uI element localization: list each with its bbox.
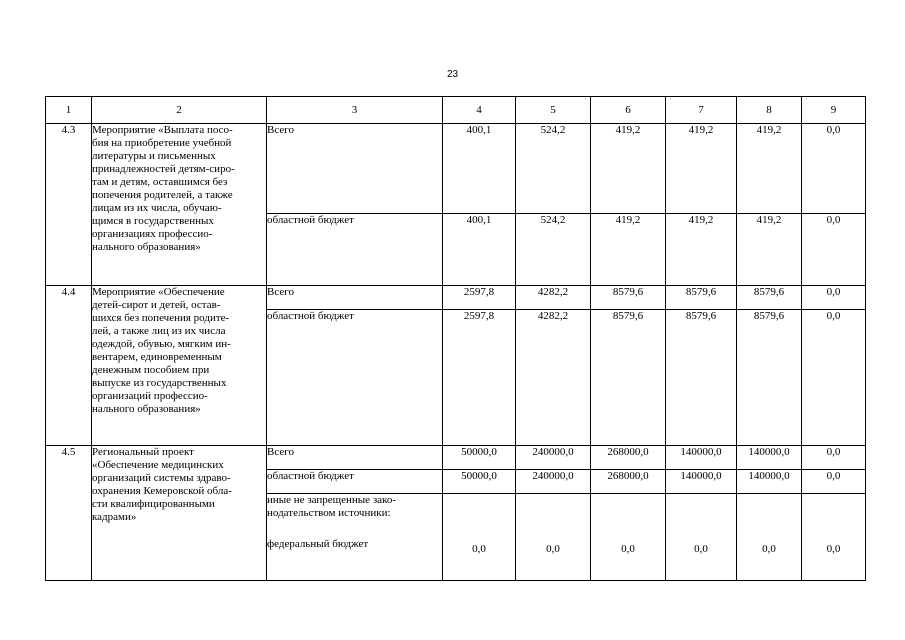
amount-value: 0,0 bbox=[694, 543, 708, 555]
spacer bbox=[443, 494, 515, 543]
column-header: 4 bbox=[443, 97, 516, 124]
amount-cell: 140000,0 bbox=[737, 470, 802, 494]
header-row bbox=[46, 97, 866, 124]
column-header: 9 bbox=[802, 97, 866, 124]
column-header: 1 bbox=[46, 97, 92, 124]
item-name: Региональный проект «Обеспечение медицинских организаций системы здраво- охранения Кемеровской обла- сти квалифицированными кадрами» bbox=[92, 446, 267, 581]
page-number: 23 bbox=[446, 69, 459, 80]
amount-cell: 419,2 bbox=[666, 124, 737, 214]
funding-source: Всего bbox=[267, 124, 294, 136]
amount-value: 0,0 bbox=[546, 543, 560, 555]
funding-source-cell bbox=[267, 286, 443, 310]
spacer bbox=[802, 494, 865, 543]
amount-cell: 0,0 bbox=[802, 286, 866, 310]
column-header: 3 bbox=[267, 97, 443, 124]
amount-cell: 419,2 bbox=[666, 214, 737, 286]
item-number: 4.5 bbox=[46, 446, 92, 581]
amount-cell: 8579,6 bbox=[737, 310, 802, 446]
spacer bbox=[267, 520, 442, 538]
spacer bbox=[737, 494, 801, 543]
amount-cell: 50000,0 bbox=[443, 446, 516, 470]
table-row bbox=[46, 124, 866, 214]
amount-cell: 2597,8 bbox=[443, 286, 516, 310]
spacer bbox=[516, 494, 590, 543]
amount-cell: 0,0 bbox=[802, 446, 866, 470]
amount-cell: 4282,2 bbox=[516, 310, 591, 446]
amount-cell bbox=[443, 494, 516, 581]
funding-source-cell bbox=[267, 124, 443, 214]
amount-cell: 419,2 bbox=[591, 124, 666, 214]
funding-source: областной бюджет bbox=[267, 310, 354, 322]
column-header: 2 bbox=[92, 97, 267, 124]
amount-cell: 0,0 bbox=[802, 214, 866, 286]
amount-cell bbox=[666, 494, 737, 581]
spacer bbox=[591, 494, 665, 543]
funding-source-cell bbox=[267, 214, 443, 286]
item-name: Мероприятие «Обеспечение детей-сирот и детей, остав- шихся без попечения родите- лей, а также лиц из их числа одеждой, обувью, мягким ин- вентарем, единовременным денежным пособием при выпуске из государственных организаций профессио- нального образования» bbox=[92, 286, 267, 446]
amount-cell: 240000,0 bbox=[516, 446, 591, 470]
amount-cell: 419,2 bbox=[591, 214, 666, 286]
amount-cell: 240000,0 bbox=[516, 470, 591, 494]
amount-cell: 419,2 bbox=[737, 214, 802, 286]
funding-source: областной бюджет bbox=[267, 214, 354, 226]
funding-source: Всего bbox=[267, 286, 294, 298]
amount-cell: 0,0 bbox=[802, 470, 866, 494]
column-header: 5 bbox=[516, 97, 591, 124]
budget-table bbox=[45, 96, 866, 581]
table-row bbox=[46, 446, 866, 470]
funding-source-cell bbox=[267, 494, 443, 581]
amount-cell: 419,2 bbox=[737, 124, 802, 214]
amount-cell: 524,2 bbox=[516, 124, 591, 214]
amount-cell: 8579,6 bbox=[591, 310, 666, 446]
amount-cell: 2597,8 bbox=[443, 310, 516, 446]
amount-cell: 0,0 bbox=[802, 124, 866, 214]
funding-source-cell bbox=[267, 446, 443, 470]
item-number: 4.3 bbox=[46, 124, 92, 286]
amount-cell: 0,0 bbox=[802, 310, 866, 446]
amount-cell: 4282,2 bbox=[516, 286, 591, 310]
item-name: Мероприятие «Выплата посо- бия на приобретение учебной литературы и письменных принадлежностей детям-сиро- там и детям, оставшимся без попечения родителей, а также лицам из их числа, обучаю- щимся в государственных организациях профессио- нального образования» bbox=[92, 124, 267, 286]
column-header: 7 bbox=[666, 97, 737, 124]
amount-value: 0,0 bbox=[472, 543, 486, 555]
amount-cell bbox=[591, 494, 666, 581]
amount-value: 0,0 bbox=[621, 543, 635, 555]
amount-cell: 8579,6 bbox=[666, 310, 737, 446]
funding-source-cell bbox=[267, 310, 443, 446]
amount-cell: 268000,0 bbox=[591, 446, 666, 470]
column-header: 6 bbox=[591, 97, 666, 124]
amount-cell: 8579,6 bbox=[737, 286, 802, 310]
amount-value: 0,0 bbox=[762, 543, 776, 555]
amount-cell bbox=[516, 494, 591, 581]
amount-cell: 400,1 bbox=[443, 124, 516, 214]
amount-cell bbox=[737, 494, 802, 581]
funding-source-cell bbox=[267, 470, 443, 494]
amount-cell: 140000,0 bbox=[666, 470, 737, 494]
amount-cell: 140000,0 bbox=[666, 446, 737, 470]
table-row bbox=[46, 286, 866, 310]
amount-cell: 524,2 bbox=[516, 214, 591, 286]
spacer bbox=[666, 494, 736, 543]
amount-cell bbox=[802, 494, 866, 581]
amount-cell: 50000,0 bbox=[443, 470, 516, 494]
funding-source-note: иные не запрещенные зако- нодательством источники: bbox=[267, 494, 396, 519]
amount-cell: 268000,0 bbox=[591, 470, 666, 494]
funding-source: областной бюджет bbox=[267, 470, 354, 482]
amount-cell: 400,1 bbox=[443, 214, 516, 286]
amount-cell: 8579,6 bbox=[666, 286, 737, 310]
item-number: 4.4 bbox=[46, 286, 92, 446]
funding-source: Всего bbox=[267, 446, 294, 458]
amount-value: 0,0 bbox=[826, 543, 841, 555]
amount-cell: 140000,0 bbox=[737, 446, 802, 470]
column-header: 8 bbox=[737, 97, 802, 124]
amount-cell: 8579,6 bbox=[591, 286, 666, 310]
funding-source: федеральный бюджет bbox=[267, 538, 369, 550]
